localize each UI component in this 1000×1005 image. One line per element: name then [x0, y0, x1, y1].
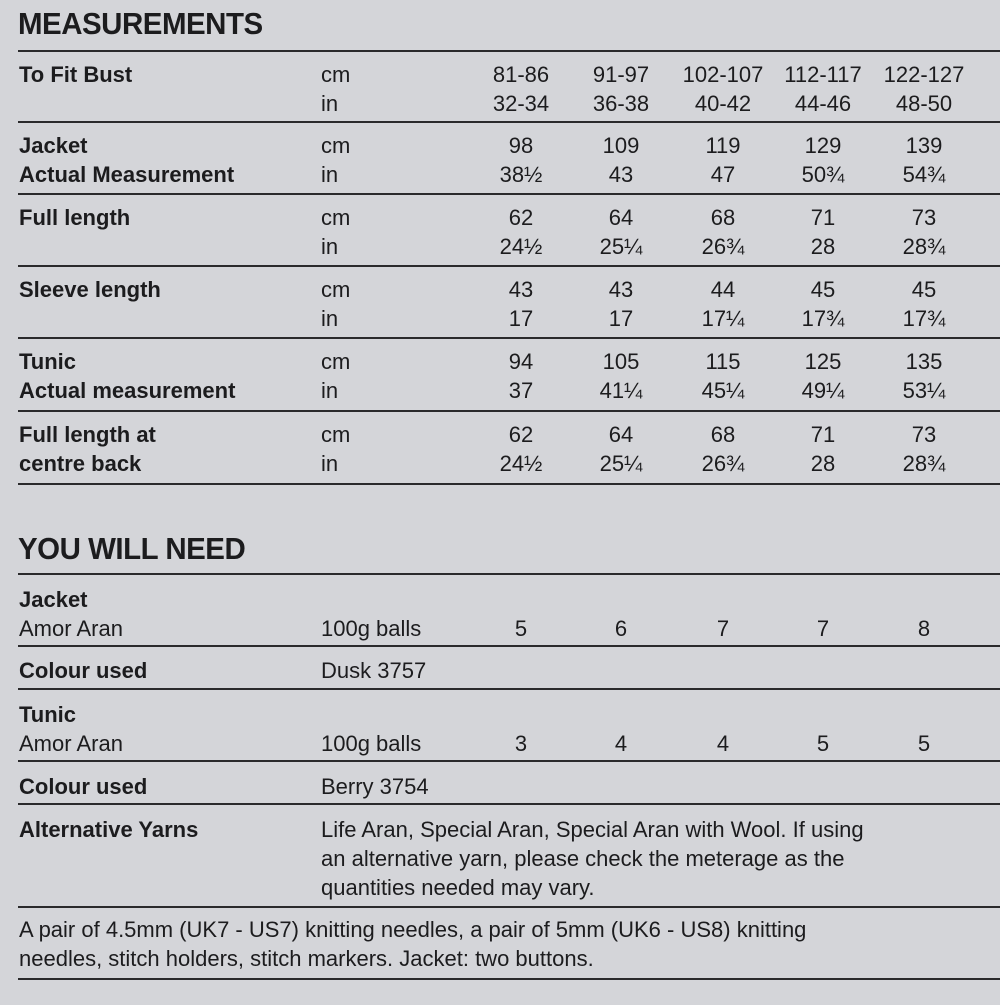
value-in: 44-46 [794, 91, 852, 116]
value-in: 26¾ [701, 234, 745, 259]
value-cm: 125 [804, 349, 842, 374]
value-cm: 119 [705, 133, 741, 158]
unit-cm: cm [321, 62, 351, 87]
value-in: 32-34 [492, 91, 550, 116]
colour-label: Colour used [19, 774, 148, 799]
divider [18, 573, 1000, 575]
measurements-title: MEASUREMENTS [18, 6, 263, 41]
value-in: 26¾ [701, 451, 745, 476]
row-label-sub: Actual Measurement [19, 162, 235, 187]
value-cm: 71 [810, 422, 836, 447]
colour-value: Berry 3754 [321, 774, 429, 799]
value-in: 28¾ [902, 234, 946, 259]
value-in: 25¼ [599, 451, 643, 476]
unit-cm: cm [321, 277, 351, 302]
divider [18, 483, 1000, 485]
unit-in: in [321, 451, 339, 476]
value-in: 28 [810, 451, 836, 476]
needles-text: A pair of 4.5mm (UK7 - US7) knitting needles, a pair of 5mm (UK6 - US8) knitting [19, 917, 807, 942]
row-label: Jacket [19, 133, 88, 158]
unit-in: in [321, 91, 339, 116]
unit-in: in [321, 378, 339, 403]
value-in: 37 [508, 378, 534, 403]
value-in: 17 [508, 306, 534, 331]
value-cm: 44 [710, 277, 736, 302]
value-in: 49¼ [801, 378, 845, 403]
ball-count: 7 [716, 616, 730, 641]
ball-count: 8 [917, 616, 931, 641]
value-cm: 81-86 [492, 62, 550, 87]
value-cm: 43 [508, 277, 534, 302]
value-cm: 71 [810, 205, 836, 230]
value-cm: 102-107 [682, 62, 764, 87]
section-heading: Tunic [19, 702, 77, 727]
value-in: 17 [608, 306, 634, 331]
unit-in: in [321, 162, 339, 187]
row-label-sub: Actual measurement [19, 378, 236, 403]
divider [18, 645, 1000, 647]
value-in: 28 [810, 234, 836, 259]
value-in: 40-42 [694, 91, 752, 116]
value-cm: 112-117 [784, 62, 862, 87]
value-cm: 73 [911, 422, 937, 447]
value-in: 28¾ [902, 451, 946, 476]
value-in: 50¾ [801, 162, 845, 187]
divider [18, 50, 1000, 52]
value-in: 47 [710, 162, 736, 187]
divider [18, 337, 1000, 339]
value-cm: 129 [804, 133, 842, 158]
unit-in: in [321, 306, 339, 331]
value-in: 36-38 [592, 91, 650, 116]
value-in: 45¼ [701, 378, 745, 403]
value-cm: 91-97 [592, 62, 650, 87]
row-label: Sleeve length [19, 277, 161, 302]
value-cm: 122-127 [883, 62, 965, 87]
alternative-yarns-text: Life Aran, Special Aran, Special Aran with Wool. If using [321, 817, 864, 842]
divider [18, 760, 1000, 762]
ball-count: 5 [917, 731, 931, 756]
value-cm: 115 [705, 349, 741, 374]
value-cm: 43 [608, 277, 634, 302]
value-cm: 64 [608, 205, 634, 230]
unit-cm: cm [321, 422, 351, 447]
value-cm: 62 [508, 422, 534, 447]
value-in: 54¾ [902, 162, 946, 187]
value-in: 43 [608, 162, 634, 187]
row-label: Full length at [19, 422, 156, 447]
value-cm: 135 [905, 349, 943, 374]
value-in: 24½ [499, 451, 543, 476]
colour-label: Colour used [19, 658, 148, 683]
alternative-yarns-label: Alternative Yarns [19, 817, 199, 842]
value-cm: 68 [710, 422, 736, 447]
value-in: 17¾ [902, 306, 946, 331]
yarn-unit: 100g balls [321, 616, 422, 641]
value-in: 17¼ [701, 306, 745, 331]
value-cm: 105 [602, 349, 640, 374]
value-cm: 64 [608, 422, 634, 447]
value-cm: 45 [911, 277, 937, 302]
ball-count: 5 [816, 731, 830, 756]
value-in: 17¾ [801, 306, 845, 331]
divider [18, 193, 1000, 195]
yarn-name: Amor Aran [19, 731, 123, 756]
value-cm: 98 [508, 133, 534, 158]
value-cm: 73 [911, 205, 937, 230]
divider [18, 688, 1000, 690]
unit-cm: cm [321, 205, 351, 230]
value-cm: 45 [810, 277, 836, 302]
divider [18, 410, 1000, 412]
yarn-name: Amor Aran [19, 616, 123, 641]
value-in: 53¼ [902, 378, 946, 403]
value-in: 48-50 [895, 91, 953, 116]
value-cm: 109 [602, 133, 640, 158]
alternative-yarns-text: an alternative yarn, please check the meterage as the [321, 846, 845, 871]
alternative-yarns-text: quantities needed may vary. [321, 875, 595, 900]
yarn-unit: 100g balls [321, 731, 422, 756]
row-label: To Fit Bust [19, 62, 133, 87]
unit-cm: cm [321, 349, 351, 374]
ball-count: 7 [816, 616, 830, 641]
row-label: Tunic [19, 349, 77, 374]
row-label: Full length [19, 205, 131, 230]
value-cm: 68 [710, 205, 736, 230]
divider [18, 906, 1000, 908]
ball-count: 3 [514, 731, 528, 756]
colour-value: Dusk 3757 [321, 658, 427, 683]
divider [18, 803, 1000, 805]
section-heading: Jacket [19, 587, 88, 612]
ball-count: 5 [514, 616, 528, 641]
value-cm: 62 [508, 205, 534, 230]
value-in: 24½ [499, 234, 543, 259]
value-in: 25¼ [599, 234, 643, 259]
needles-text: needles, stitch holders, stitch markers. Jacket: two buttons. [19, 946, 594, 971]
unit-cm: cm [321, 133, 351, 158]
you-will-need-title: YOU WILL NEED [18, 531, 246, 566]
unit-in: in [321, 234, 339, 259]
value-cm: 139 [905, 133, 943, 158]
divider [18, 978, 1000, 980]
ball-count: 4 [716, 731, 730, 756]
value-cm: 94 [508, 349, 534, 374]
ball-count: 6 [614, 616, 628, 641]
divider [18, 265, 1000, 267]
ball-count: 4 [614, 731, 628, 756]
divider [18, 121, 1000, 123]
value-in: 41¼ [599, 378, 643, 403]
value-in: 38½ [499, 162, 543, 187]
row-label-sub: centre back [19, 451, 142, 476]
